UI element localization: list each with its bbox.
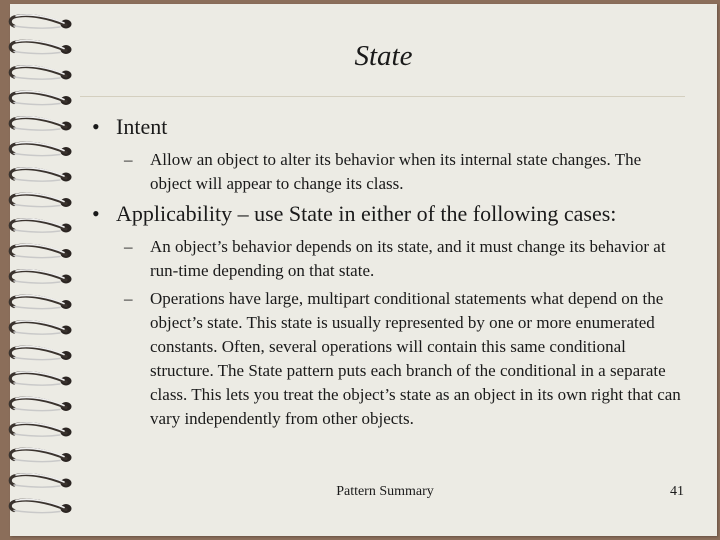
subbullet-applicability-2 [124, 287, 684, 431]
subbullet-applicability-1 [124, 235, 684, 283]
subbullet-applicability-1-text: An object’s behavior depends on its state, and it must change its behavior at run-time depending on that state. [150, 237, 666, 280]
subbullet-applicability-2-text: Operations have large, multipart conditional statements what depend on the object’s state. This state is usually represented by one or more enumerated constants. Often, several operations will contain this same conditional structure. The State pattern puts each branch of the conditional in a separate class. This lets you treat the object’s state as an object in its own right that can vary independently from other objects. [150, 289, 681, 428]
footer-label: Pattern Summary [336, 484, 434, 499]
sub-bullet-glyph: – [124, 237, 133, 256]
bullet-applicability [92, 201, 616, 227]
bullet-intent [92, 114, 167, 140]
subbullet-intent-1 [124, 148, 684, 196]
subbullet-intent-1-text: Allow an object to alter its behavior when its internal state changes. The object will appear to change its class. [150, 150, 642, 193]
bullet-intent-text: Intent [116, 114, 168, 139]
bullet-glyph: • [92, 114, 100, 139]
page-number: 41 [670, 484, 684, 499]
bullet-glyph: • [92, 201, 100, 226]
sub-bullet-glyph: – [124, 150, 133, 169]
bullet-applicability-text: Applicability – use State in either of the following cases: [116, 201, 617, 226]
slide-title: State [354, 40, 413, 72]
sub-bullet-glyph: – [124, 289, 133, 308]
title-divider [80, 96, 685, 97]
